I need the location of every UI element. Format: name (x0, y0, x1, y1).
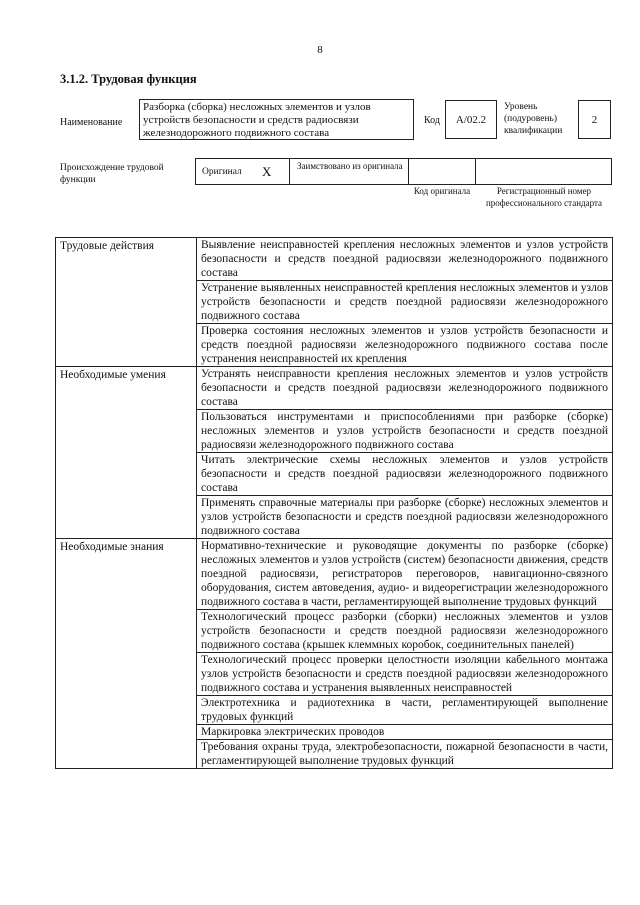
table-row (56, 539, 613, 610)
section-item: Пользоваться инструментами и приспособлениями при разборке (сборке) несложных элементов и узлов устройств безопасности и средств поездной радиосвязи железнодорожного подвижного состава (197, 410, 613, 453)
section-item: Маркировка электрических проводов (197, 725, 613, 740)
section-label: Трудовые действия (56, 238, 197, 367)
section-item: Применять справочные материалы при разборке (сборке) несложных элементов и узлов устройств безопасности и средств поездной радиосвязи железнодорожного подвижного состава (197, 496, 613, 539)
table-row (56, 238, 613, 281)
original-label: Оригинал (202, 167, 242, 177)
section-item: Электротехника и радиотехника в части, регламентирующей выполнение трудовых функций (197, 696, 613, 725)
section-title: 3.1.2. Трудовая функция (60, 72, 197, 86)
page-number: 8 (317, 44, 323, 56)
code-original-cell (408, 158, 476, 185)
section-item: Проверка состояния несложных элементов и узлов устройств безопасности и средств поездной радиосвязи железнодорожного подвижного состава после устранения неисправностей их крепления (197, 324, 613, 367)
borrowed-cell (289, 158, 409, 185)
section-item: Устранение выявленных неисправностей крепления несложных элементов и узлов устройств безопасности и средств поездной радиосвязи железнодорожного подвижного состава (197, 281, 613, 324)
section-item: Читать электрические схемы несложных элементов и узлов устройств безопасности и средств поездной радиосвязи железнодорожного подвижного состава (197, 453, 613, 496)
reg-number-label: Регистрационный номер профессионального стандарта (485, 186, 603, 208)
section-item: Технологический процесс разборки (сборки) несложных элементов и узлов устройств безопасности и средств поездной радиосвязи железнодорожного подвижного состава (крышек клеммных коробок, соединительных панелей) (197, 610, 613, 653)
section-item: Технологический процесс проверки целостности изоляции кабельного монтажа узлов устройств безопасности и средств поездной радиосвязи железнодорожного подвижного состава и устранения выявленных неисправностей (197, 653, 613, 696)
section-item: Нормативно-технические и руководящие документы по разборке (сборке) несложных элементов и узлов устройств (систем) безопасности движения, средств поездной радиосвязи, регистраторов переговоров, навигационно-связного оборудования, систем автоведения, аудио- и видеорегистрации железнодорожного подвижного состава в части, регламентирующей выполнение трудовых функций (197, 539, 613, 610)
code-label: Код (424, 115, 440, 126)
reg-number-cell (475, 158, 612, 185)
origin-label: Происхождение трудовой функции (60, 163, 164, 185)
original-mark: X (262, 164, 272, 179)
code-original-label: Код оригинала (413, 186, 471, 196)
borrowed-label: Заимствовано из оригинала (297, 161, 403, 171)
level-value: 2 (578, 100, 611, 139)
section-item: Требования охраны труда, электробезопасности, пожарной безопасности в части, регламентирующей выполнение трудовых функций (197, 740, 613, 769)
section-item: Устранять неисправности крепления несложных элементов и узлов устройств безопасности и средств поездной радиосвязи железнодорожного подвижного состава (197, 367, 613, 410)
function-details-table (55, 237, 613, 769)
section-label: Необходимые умения (56, 367, 197, 539)
section-label: Необходимые знания (56, 539, 197, 769)
table-row (56, 367, 613, 410)
function-name: Разборка (сборка) несложных элементов и узлов устройств безопасности и средств радиосвязи железнодорожного подвижного состава (139, 99, 414, 140)
original-cell (195, 158, 290, 185)
level-label: Уровень (подуровень) квалификации (504, 102, 563, 136)
section-item: Выявление неисправностей крепления несложных элементов и узлов устройств безопасности и средств поездной радиосвязи железнодорожного подвижного состава (197, 238, 613, 281)
code-value: A/02.2 (445, 100, 497, 139)
name-label: Наименование (60, 117, 123, 128)
